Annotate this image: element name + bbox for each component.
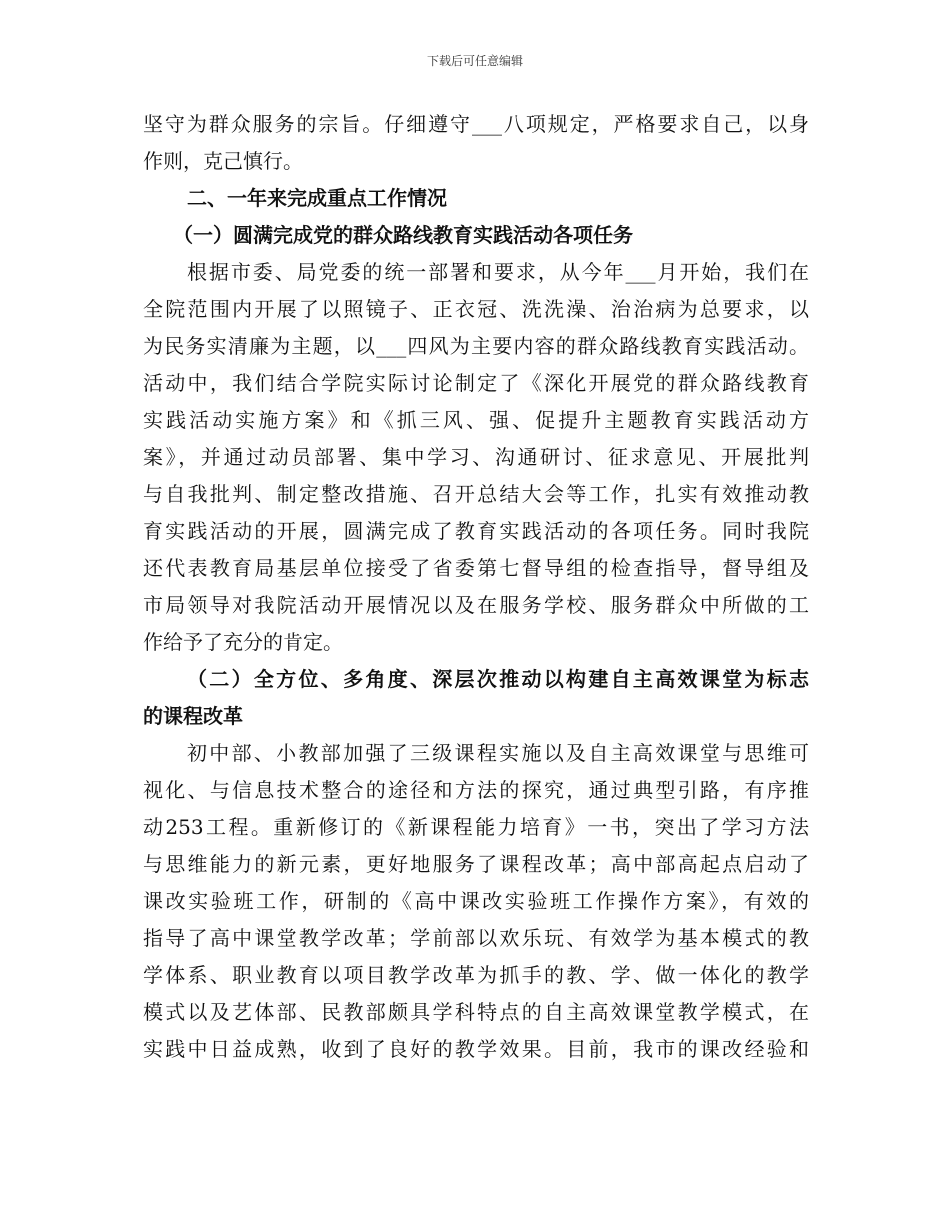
paragraph-line: 指导了高中课堂教学改革；学前部以欢乐玩、有效学为基本模式的教 [143,926,809,950]
paragraph-line: 坚守为群众服务的宗旨。仔细遵守___八项规定，严格要求自己，以身 [143,112,809,136]
paragraph-line: 初中部、小教部加强了三级课程实施以及自主高效课堂与思维可 [187,741,809,765]
paragraph-line: 视化、与信息技术整合的途径和方法的探究，通过典型引路，有序推 [143,778,809,802]
paragraph-line: 课改实验班工作，研制的《高中课改实验班工作操作方案》，有效的 [143,889,809,913]
paragraph-line: 实践活动实施方案》和《抓三风、强、促提升主题教育实践活动方 [143,408,809,432]
paragraph-line: 根据市委、局党委的统一部署和要求，从今年___月开始，我们在 [187,260,809,284]
paragraph-line: 实践中日益成熟，收到了良好的教学效果。目前，我市的课改经验和 [143,1037,809,1061]
section-heading: 二、一年来完成重点工作情况 [187,186,447,210]
paragraph-line: 市局领导对我院活动开展情况以及在服务学校、服务群众中所做的工 [143,593,809,617]
paragraph-line: 育实践活动的开展，圆满完成了教育实践活动的各项任务。同时我院 [143,519,809,543]
paragraph-line: 与自我批判、制定整改措施、召开总结大会等工作，扎实有效推动教 [143,482,809,506]
paragraph-line: 作给予了充分的肯定。 [143,630,343,654]
paragraph-line: 模式以及艺体部、民教部颇具学科特点的自主高效课堂教学模式，在 [143,1000,809,1024]
paragraph-line: 案》，并通过动员部署、集中学习、沟通研讨、征求意见、开展批判 [143,445,809,469]
paragraph-line: 为民务实清廉为主题，以___四风为主要内容的群众路线教育实践活动。 [143,334,809,358]
paragraph-line: 与思维能力的新元素，更好地服务了课程改革；高中部高起点启动了 [143,852,809,876]
paragraph-line: 学体系、职业教育以项目教学改革为抓手的教、学、做一体化的教学 [143,963,809,987]
document-body [143,106,809,1068]
paragraph-line: 全院范围内开展了以照镜子、正衣冠、洗洗澡、治治病为总要求，以 [143,297,809,321]
subsection-heading: （一）圆满完成党的群众路线教育实践活动各项任务 [173,223,633,247]
subsection-heading: （二）全方位、多角度、深层次推动以构建自主高效课堂为标志 [187,667,809,691]
page-header: 下载后可任意编辑 [426,54,523,68]
paragraph-line: 动253工程。重新修订的《新课程能力培育》一书，突出了学习方法 [143,815,809,839]
subsection-heading: 的课程改革 [143,704,243,728]
paragraph-line: 还代表教育局基层单位接受了省委第七督导组的检查指导，督导组及 [143,556,809,580]
paragraph-line: 活动中，我们结合学院实际讨论制定了《深化开展党的群众路线教育 [143,371,809,395]
paragraph-line: 作则，克己慎行。 [143,149,303,173]
